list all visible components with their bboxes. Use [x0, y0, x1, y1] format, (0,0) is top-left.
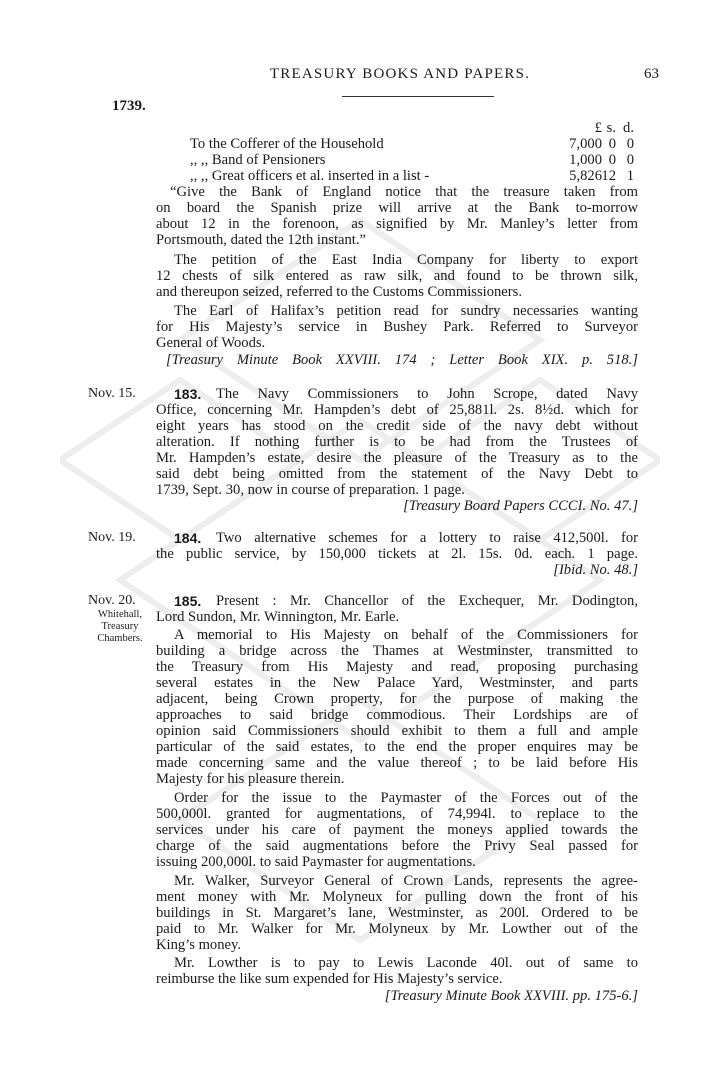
text-line: A memorial to His Majesty on behalf of the Commissioners for	[174, 627, 638, 643]
text-line: 500,000l. granted for augmentations, of 74,994l. to replace to the	[156, 806, 638, 822]
text-line: King’s money.	[156, 937, 241, 953]
text-line: Order for the issue to the Paymaster of the Forces out of the	[174, 790, 638, 806]
entry-number: 184.	[174, 530, 202, 546]
account-pence: 0	[626, 152, 634, 168]
entry-place: Whitehall, Treasury Chambers.	[97, 609, 143, 644]
account-label: ,, ,, Great officers et al. inserted in a list -	[190, 168, 430, 184]
entry-date: Nov. 15.	[88, 386, 136, 401]
text-line: paid to Mr. Walker for Mr. Molyneux by Mr. Lowther out of the	[156, 921, 638, 937]
text-line: “Give the Bank of England notice that the treasure taken from	[170, 184, 638, 200]
text-line: approaches to said bridge commodious. Their Lordships are of	[156, 707, 638, 723]
text-line: opinion said Commissioners should exhibit to them a full and ample	[156, 723, 638, 739]
text-line: General of Woods.	[156, 335, 266, 351]
entry-number: 183.	[174, 386, 202, 402]
text-line: Mr. Lowther is to pay to Lewis Laconde 40l. out of same to	[174, 955, 638, 971]
col-header-pounds: £	[594, 120, 602, 136]
text-line: The Navy Commissioners to John Scrope, dated Navy	[216, 386, 638, 402]
text-line: issuing 200,000l. to said Paymaster for augmentations.	[156, 854, 476, 870]
account-shillings: 0	[608, 136, 616, 152]
text-line: eight years has stood on the credit side of the navy debt without	[156, 418, 638, 434]
text-line: Majesty for his pleasure therein.	[156, 771, 345, 787]
account-pounds: 1,000	[569, 152, 602, 168]
year-heading: 1739.	[112, 98, 146, 114]
text-line: Mr. Hampden’s estate, desire the pleasure of the Treasury as to the	[156, 450, 638, 466]
col-header-pence: d.	[623, 120, 634, 136]
text-line: reimburse the like sum expended for His Majesty’s service.	[156, 971, 503, 987]
text-line: The petition of the East India Company for liberty to export	[174, 252, 638, 268]
text-line: the Treasury from His Majesty and read, proposing purchasing	[156, 659, 638, 675]
account-pence: 1	[626, 168, 634, 184]
text-line: for His Majesty’s service in Bushey Park. Referred to Surveyor	[156, 319, 638, 335]
text-line: charge of the said augmentations before the Privy Seal passed for	[156, 838, 638, 854]
text-line: adjacent, being Crown property, for the purpose of making the	[156, 691, 638, 707]
text-line: 1739, Sept. 30, now in course of preparation. 1 page.	[156, 482, 465, 498]
text-line: alteration. If nothing further is to be had from the Trustees of	[156, 434, 638, 450]
account-label: ,, ,, Band of Pensioners	[190, 152, 326, 168]
account-pounds: 7,000	[569, 136, 602, 152]
account-label: To the Cofferer of the Household	[190, 136, 384, 152]
account-pounds: 5,826	[569, 168, 602, 184]
text-line: Portsmouth, dated the 12th instant.”	[156, 232, 366, 248]
text-line: and thereupon seized, referred to the Customs Commissioners.	[156, 284, 522, 300]
text-line: particular of the said estates, to the end the proper enquires may be	[156, 739, 638, 755]
page-number: 63	[644, 66, 659, 82]
citation: [Ibid. No. 48.]	[553, 562, 638, 578]
entry-number: 185.	[174, 593, 202, 609]
text-line: said debt being omitted from the statement of the Navy Debt to	[156, 466, 638, 482]
text-line: building a bridge across the Thames at Westminster, transmitted to	[156, 643, 638, 659]
entry-date: Nov. 19.	[88, 530, 136, 545]
account-shillings: 0	[608, 152, 616, 168]
citation: [Treasury Minute Book XXVIII. 174 ; Letter Book XIX. p. 518.]	[166, 352, 638, 368]
text-line: Present : Mr. Chancellor of the Exchequer, Mr. Dodington,	[216, 593, 638, 609]
text-line: about 12 in the forenoon, as signified by Mr. Manley’s letter from	[156, 216, 638, 232]
text-line: buildings in St. Margaret’s lane, Westminster, as 200l. Ordered to be	[156, 905, 638, 921]
text-line: 12 chests of silk entered as raw silk, and found to be thrown silk,	[156, 268, 638, 284]
text-line: made concerning same and the value thereof ; to be laid before His	[156, 755, 638, 771]
text-line: the public service, by 150,000 tickets at 2l. 15s. 0d. each. 1 page.	[156, 546, 638, 562]
text-line: ment money with Mr. Molyneux for pulling down the front of his	[156, 889, 638, 905]
citation: [Treasury Board Papers CCCI. No. 47.]	[403, 498, 638, 514]
text-line: Mr. Walker, Surveyor General of Crown Lands, represents the agree-	[174, 873, 638, 889]
account-pence: 0	[626, 136, 634, 152]
text-line: Two alternative schemes for a lottery to raise 412,500l. for	[216, 530, 638, 546]
text-line: on board the Spanish prize will arrive at the Bank to-morrow	[156, 200, 638, 216]
account-shillings: 12	[601, 168, 616, 184]
header-rule	[342, 96, 494, 97]
text-line: The Earl of Halifax’s petition read for sundry necessaries wanting	[174, 303, 638, 319]
text-line: several estates in the New Palace Yard, Westminster, and parts	[156, 675, 638, 691]
text-line: Office, concerning Mr. Hampden’s debt of 25,881l. 2s. 8½d. which for	[156, 402, 638, 418]
col-header-shillings: s.	[606, 120, 616, 136]
citation: [Treasury Minute Book XXVIII. pp. 175-6.]	[384, 988, 638, 1004]
text-line: services under his care of payment the moneys applied towards the	[156, 822, 638, 838]
text-line: Lord Sundon, Mr. Winnington, Mr. Earle.	[156, 609, 400, 625]
entry-date: Nov. 20.	[88, 593, 136, 608]
running-header: TREASURY BOOKS AND PAPERS.	[269, 66, 531, 82]
